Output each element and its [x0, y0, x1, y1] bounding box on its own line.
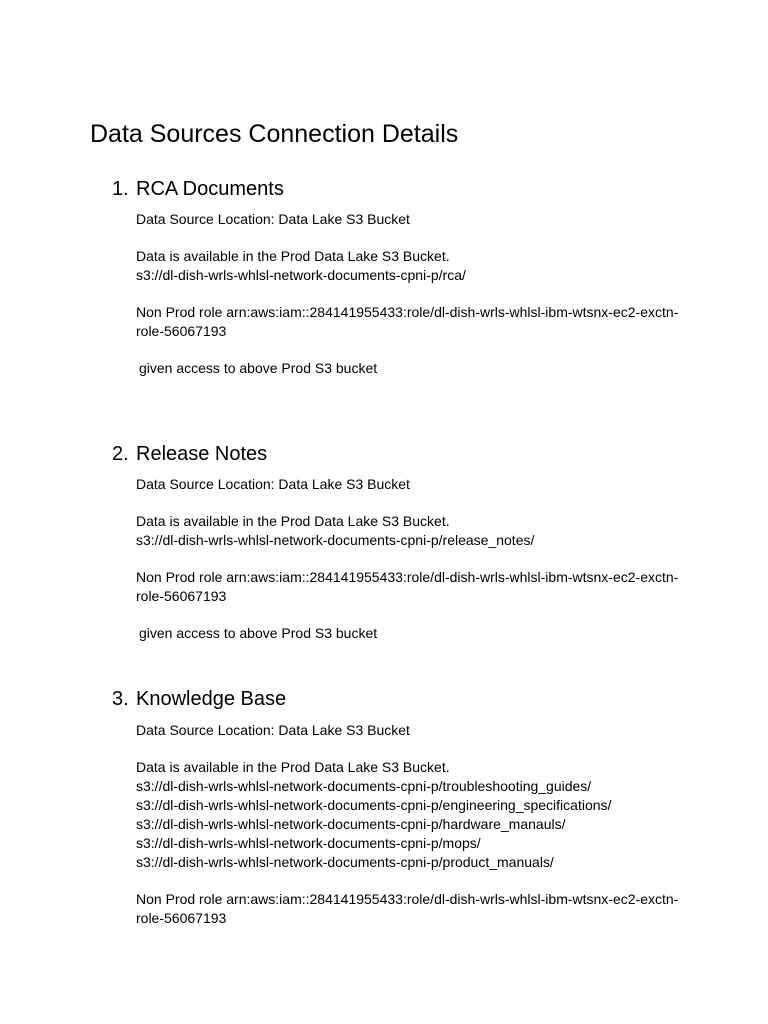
section-title: Release Notes: [136, 443, 268, 465]
section-body: [136, 475, 696, 661]
availability-paragraph: [136, 758, 696, 872]
availability-text: Data is available in the Prod Data Lake S3 Bucket.: [136, 248, 450, 264]
role-arn-line: Non Prod role arn:aws:iam::284141955433:role/dl-dish-wrls-whlsl-ibm-wtsnx-ec2-exctn-: [136, 304, 679, 320]
role-paragraph: [136, 568, 696, 606]
role-arn-line: role-56067193: [136, 323, 227, 339]
section-number: 1.: [112, 178, 129, 200]
s3-path: s3://dl-dish-wrls-whlsl-network-documents-cpni-p/engineering_specifications/: [136, 797, 612, 813]
access-paragraph: [136, 359, 696, 378]
s3-path: s3://dl-dish-wrls-whlsl-network-documents-cpni-p/hardware_manauls/: [136, 816, 566, 832]
availability-text: Data is available in the Prod Data Lake S3 Bucket.: [136, 759, 450, 775]
availability-text: Data is available in the Prod Data Lake S3 Bucket.: [136, 513, 450, 529]
section-body: [136, 210, 696, 396]
access-note: given access to above Prod S3 bucket: [139, 360, 378, 376]
section-heading: [112, 441, 267, 467]
role-arn-line: role-56067193: [136, 910, 227, 926]
section-title: Knowledge Base: [136, 688, 287, 710]
s3-path: s3://dl-dish-wrls-whlsl-network-documents-cpni-p/release_notes/: [136, 532, 535, 548]
s3-path: s3://dl-dish-wrls-whlsl-network-documents-cpni-p/rca/: [136, 267, 466, 283]
role-arn-line: Non Prod role arn:aws:iam::284141955433:role/dl-dish-wrls-whlsl-ibm-wtsnx-ec2-exctn-: [136, 569, 679, 585]
section-heading: [112, 176, 284, 202]
role-arn-line: Non Prod role arn:aws:iam::284141955433:role/dl-dish-wrls-whlsl-ibm-wtsnx-ec2-exctn-: [136, 891, 679, 907]
s3-path: s3://dl-dish-wrls-whlsl-network-documents-cpni-p/mops/: [136, 835, 481, 851]
s3-path: s3://dl-dish-wrls-whlsl-network-documents-cpni-p/troubleshooting_guides/: [136, 778, 592, 794]
role-arn-line: role-56067193: [136, 588, 227, 604]
section-body: [136, 721, 696, 946]
role-paragraph: [136, 890, 696, 928]
location-paragraph: [136, 721, 696, 740]
section-heading: [112, 686, 286, 712]
section-number: 2.: [112, 443, 129, 465]
data-source-location: Data Source Location: Data Lake S3 Bucket: [136, 722, 410, 738]
access-note: given access to above Prod S3 bucket: [139, 625, 378, 641]
s3-path: s3://dl-dish-wrls-whlsl-network-documents-cpni-p/product_manuals/: [136, 854, 554, 870]
availability-paragraph: [136, 512, 696, 550]
section-title: RCA Documents: [136, 178, 284, 200]
data-source-location: Data Source Location: Data Lake S3 Bucket: [136, 476, 410, 492]
page-title: Data Sources Connection Details: [90, 120, 459, 148]
location-paragraph: [136, 475, 696, 494]
availability-paragraph: [136, 247, 696, 285]
data-source-location: Data Source Location: Data Lake S3 Bucket: [136, 211, 410, 227]
access-paragraph: [136, 624, 696, 643]
section-number: 3.: [112, 688, 129, 710]
location-paragraph: [136, 210, 696, 229]
role-paragraph: [136, 303, 696, 341]
